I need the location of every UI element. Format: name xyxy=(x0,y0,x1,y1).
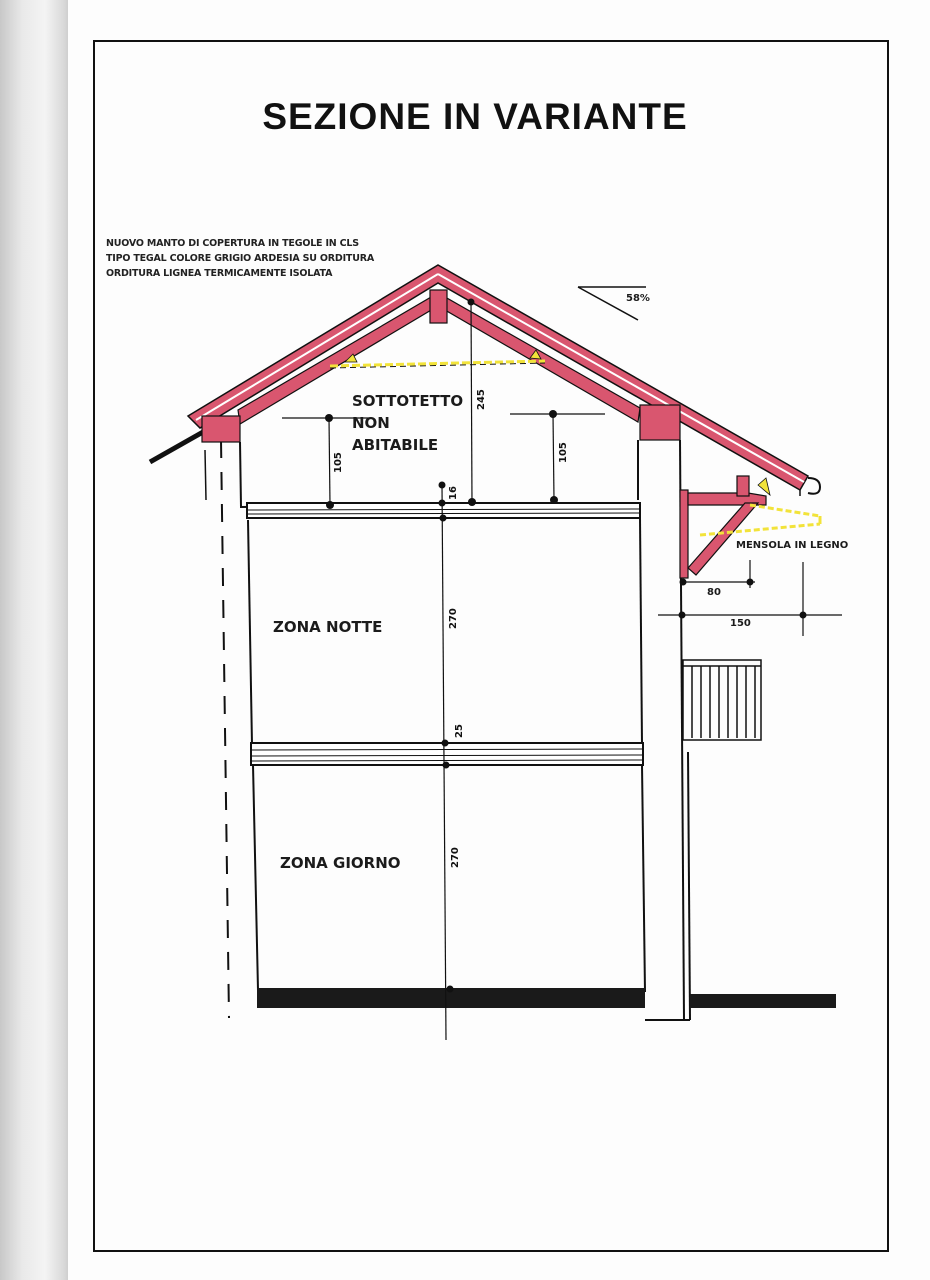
balcony-railing xyxy=(683,660,761,740)
dim-attic-slab: 16 xyxy=(448,486,459,500)
attic-label-line: ABITABILE xyxy=(352,436,439,454)
dim-mid-slab: 25 xyxy=(454,724,465,738)
insulation-line xyxy=(330,350,545,368)
dim-eave-overhang: 150 xyxy=(730,618,751,629)
attic-label-line: NON xyxy=(352,414,390,432)
house-walls xyxy=(240,440,690,1020)
eave-beam-right xyxy=(640,405,680,440)
dim-bracket-depth: 80 xyxy=(707,587,721,598)
bracket-label: MENSOLA IN LEGNO xyxy=(736,540,849,551)
dim-attic-left-wall: 105 xyxy=(333,452,344,473)
dim-night-height: 270 xyxy=(448,608,459,629)
attic-label xyxy=(352,390,463,456)
ridge-beam xyxy=(430,290,447,323)
dim-attic-height: 245 xyxy=(476,389,487,410)
drawing-title: SEZIONE IN VARIANTE xyxy=(262,96,688,137)
roof-note-line: ORDITURA LIGNEA TERMICAMENTE ISOLATA xyxy=(106,268,333,279)
roof-note-line: TIPO TEGAL COLORE GRIGIO ARDESIA SU ORDITURA xyxy=(106,253,374,264)
gutter-right xyxy=(808,478,820,494)
terrace-slab xyxy=(690,994,836,1008)
eave-gutter-left xyxy=(150,432,203,462)
slope-label: 58% xyxy=(626,293,650,304)
eave-beam-left xyxy=(202,416,240,442)
attic-label-line: SOTTOTETTO xyxy=(352,392,464,410)
day-zone-label: ZONA GIORNO xyxy=(280,854,401,872)
roof-rafter xyxy=(188,265,808,490)
night-zone-label: ZONA NOTTE xyxy=(273,618,383,636)
dim-day-height: 270 xyxy=(450,847,461,868)
dim-attic-right-wall: 105 xyxy=(558,442,569,463)
property-boundary-line xyxy=(221,440,229,1018)
roof-structure xyxy=(188,265,820,496)
roof-note-line: NUOVO MANTO DI COPERTURA IN TEGOLE IN CLS xyxy=(106,238,359,249)
